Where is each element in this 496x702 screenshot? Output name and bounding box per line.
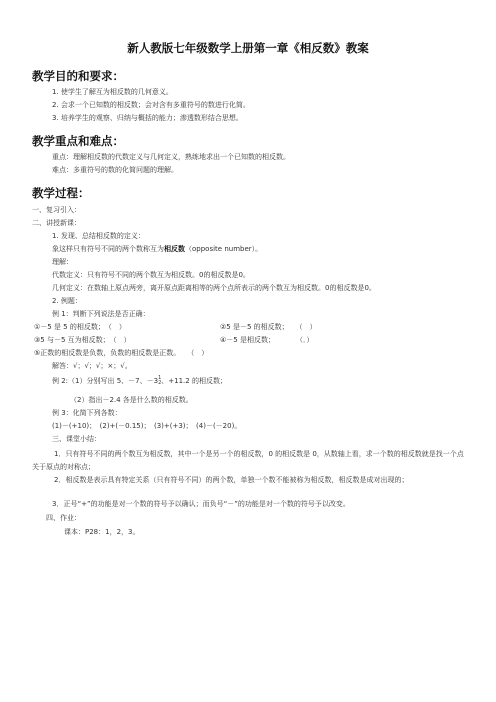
definition-line [52,245,262,254]
definition-english: （opposite number）。 [185,245,263,253]
example-3: 例 3：化简下列各数： [52,409,122,417]
discover-line: 1. 发现、总结相反数的定义： [52,232,145,240]
process-heading: 教学过程： [32,186,90,200]
focus-item: 重点：理解相反数的代数定义与几何定义，熟练地求出一个已知数的相反数。 [52,153,290,161]
example-2-part-2: （2）指出－2.4 各是什么数的相反数。 [70,396,193,404]
question-2: ②5 是－5 的相反数； （ ） [220,323,317,331]
understand-label: 理解： [52,258,73,266]
example-2-text: 例 2:（1）分别写出 5、－7、－3 [52,377,159,385]
objective-item: 2. 会求一个已知数的相反数；会对含有多重符号的数进行化简。 [52,101,250,109]
step-review: 一、复习引入： [32,206,81,214]
question-1: ①－5 是 5 的相反数； （ ） [34,323,126,331]
objective-item: 1. 使学生了解互为相反数的几何意义。 [52,88,173,96]
homework-label: 四、作业： [46,514,81,522]
question-4: ④－5 是相反数； （．） [220,336,314,344]
example-1: 例 1：判断下列说法是否正确： [52,310,150,318]
summary-item-2: 2．相反数是表示具有特定关系（只有符号不同）的两个数，单独一个数不能被称为相反数，相反数是成对出现的； [54,476,409,484]
examples-label: 2. 例题： [52,297,82,305]
summary-label: 三、课堂小结： [52,435,101,443]
homework-items: 课本：P28：1，2，3。 [64,528,140,536]
example-2-text-end: 、+11.2 的相反数； [161,377,227,385]
question-5: ⑤正数的相反数是负数，负数的相反数是正数。 （ ） [34,349,209,357]
focus-item: 难点：多重符号的数的化简问题的理解。 [52,166,178,174]
algebraic-definition: 代数定义：只有符号不同的两个数互为相反数。0的相反数是0。 [52,271,250,279]
fraction-numerator: 1 [158,375,162,381]
definition-text: 象这样只有符号不同的两个数称互为 [52,245,164,253]
objectives-heading: 教学目的和要求： [32,69,124,83]
step-new-lesson: 二、讲授新课： [32,219,81,227]
question-3: ③5 与－5 互为相反数； （ ） [34,336,131,344]
page-title: 新人教版七年级数学上册第一章《相反数》教案 [127,41,369,55]
focus-heading: 教学重点和难点： [32,134,124,148]
geometric-definition: 几何定义：在数轴上原点两旁，离开原点距离相等的两个点所表示的两个数互为相反数。0的相反数是0。 [52,284,376,292]
fraction-denominator: 2 [158,380,162,386]
objective-item: 3. 培养学生的观察、归纳与概括的能力；渗透数形结合思想。 [52,114,243,122]
answers-line: 解答：√；√；√；×；√。 [52,362,132,370]
example-3-items: (1)－(+10)； (2)+(－0.15)； (3)+(+3)； (4)－(－20)。 [52,422,242,430]
definition-term: 相反数 [164,245,185,253]
example-2 [52,376,227,386]
summary-item-3: 3．正号“+”的功能是对一个数的符号予以确认；而负号“－”的功能是对一个数的符号予以改变。 [52,500,350,508]
summary-item-1: 1．只有符号不同的两个数互为相反数，其中一个是另一个的相反数，0 的相反数是 0，从数轴上看，求一个数的相反数就是找一个点关于原点的对称点； [32,450,464,471]
